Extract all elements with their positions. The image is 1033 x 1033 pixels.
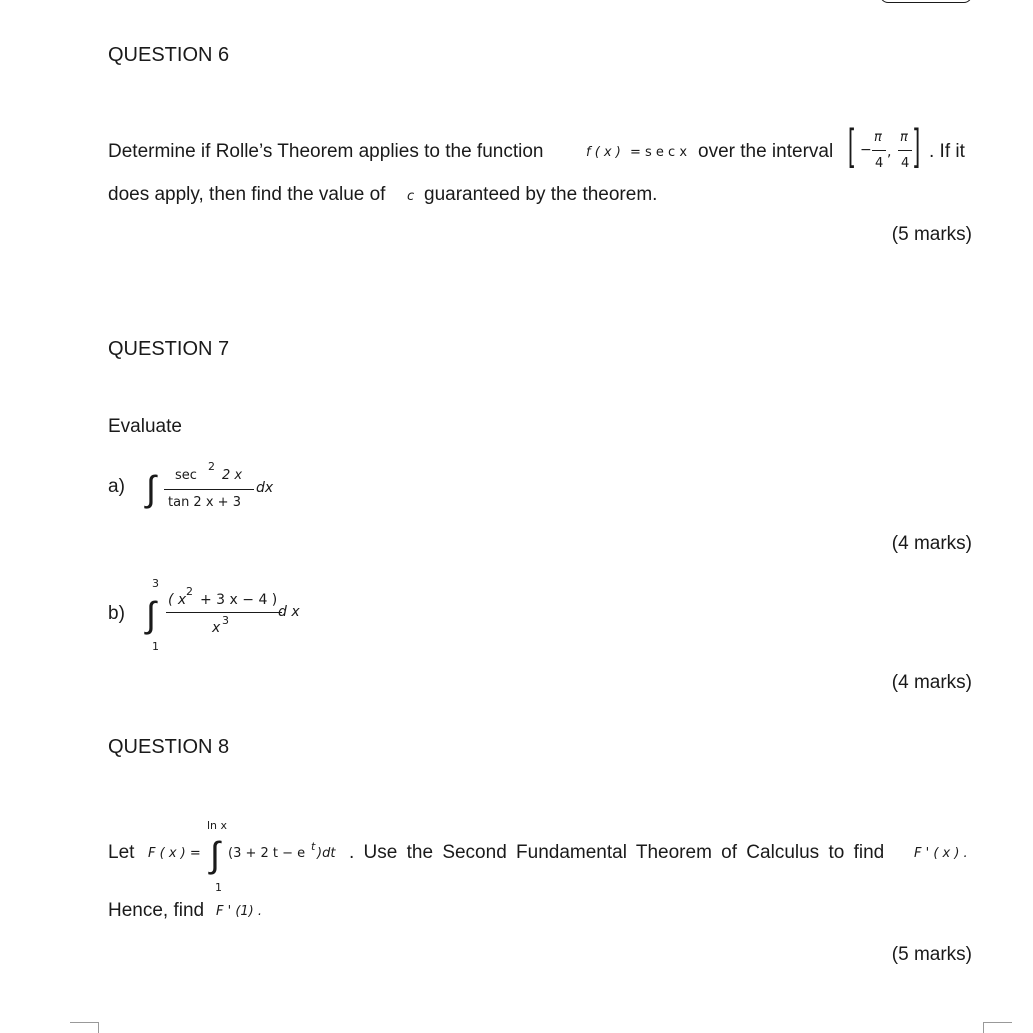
question-6-text-part3: . If it [929, 141, 965, 162]
question-7b-num-power: 2 [186, 585, 193, 598]
interval-right-bracket: ] [914, 120, 921, 169]
question-7a-num-arg: 2 x [222, 468, 243, 483]
question-7-title: QUESTION 7 [108, 338, 230, 360]
question-7a-integral-sign: ∫ [146, 469, 156, 510]
question-7-prompt: Evaluate [108, 416, 182, 437]
question-8-marks: (5 marks) [891, 944, 972, 965]
interval-right-den: 4 [901, 156, 910, 171]
question-8-let: Let [108, 842, 135, 863]
question-6-text-line2-after: guaranteed by the theorem. [424, 184, 658, 205]
question-7b-numerator-rest: + 3 x − 4 ) [200, 592, 278, 608]
question-7b-label: b) [108, 603, 125, 624]
interval-minus: − [860, 142, 872, 158]
question-7b-frac-bar [166, 612, 282, 613]
bottom-right-page-marker [983, 1022, 1012, 1033]
question-6-text-part1: Determine if Rolle’s Theorem applies to the function [108, 141, 544, 162]
question-6-title: QUESTION 6 [108, 44, 230, 66]
interval-left-den: 4 [875, 156, 884, 171]
bottom-left-page-marker [70, 1022, 99, 1033]
question-8-integral-sign: ∫ [210, 835, 220, 876]
question-6-interval [848, 120, 928, 178]
question-6-variable-c: c [407, 189, 415, 204]
question-8-text-mid: . Use the Second Fundamental Theorem of Calculus to find [349, 842, 885, 863]
interval-right-num: π [900, 130, 908, 145]
question-7b-integral-sign: ∫ [146, 595, 156, 636]
interval-left-bracket: [ [848, 120, 855, 169]
interval-left-num: π [874, 130, 882, 145]
question-6-function-rhs: = s e c x [630, 145, 688, 160]
clipped-top-marker [880, 0, 972, 3]
question-7b-upper-limit: 3 [152, 577, 159, 590]
question-8-integrand: (3 + 2 t − e [228, 846, 306, 861]
question-7a-num-power: 2 [208, 460, 215, 473]
question-8-hence: Hence, find [108, 900, 205, 921]
question-7b-numerator-open: ( x [168, 592, 187, 608]
question-8-lower-limit: 1 [215, 881, 222, 894]
question-8-deriv: F ' ( x ) . [914, 846, 968, 861]
question-8-title: QUESTION 8 [108, 736, 230, 758]
question-7b-denominator: x [212, 620, 221, 636]
interval-left-frac-bar [872, 150, 886, 151]
question-7a-marks: (4 marks) [891, 533, 972, 554]
question-7a-label: a) [108, 476, 125, 497]
question-7b-differential: d x [278, 604, 300, 620]
question-7a-numerator: sec [175, 468, 197, 483]
question-7a-differential: dx [256, 480, 274, 496]
interval-comma: , [887, 144, 892, 160]
question-6-function-label: f ( x ) [586, 145, 621, 160]
question-6-text-part2: over the interval [698, 141, 834, 162]
question-8-hence-value: F ' (1) . [216, 904, 262, 919]
question-7a-frac-bar [164, 489, 254, 490]
question-7b-marks: (4 marks) [891, 672, 972, 693]
question-7b-den-power: 3 [222, 614, 229, 627]
question-7b-lower-limit: 1 [152, 640, 159, 653]
question-6-text-line2-before: does apply, then find the value of [108, 184, 386, 205]
question-8-upper-limit: ln x [207, 819, 228, 832]
question-8-integrand-end: )dt [317, 846, 336, 861]
question-8-function: F ( x ) = [148, 846, 201, 861]
question-8-exp: t [311, 840, 316, 853]
question-6-marks: (5 marks) [891, 224, 972, 245]
interval-right-frac-bar [898, 150, 912, 151]
question-7a-denominator: tan 2 x + 3 [168, 495, 241, 510]
